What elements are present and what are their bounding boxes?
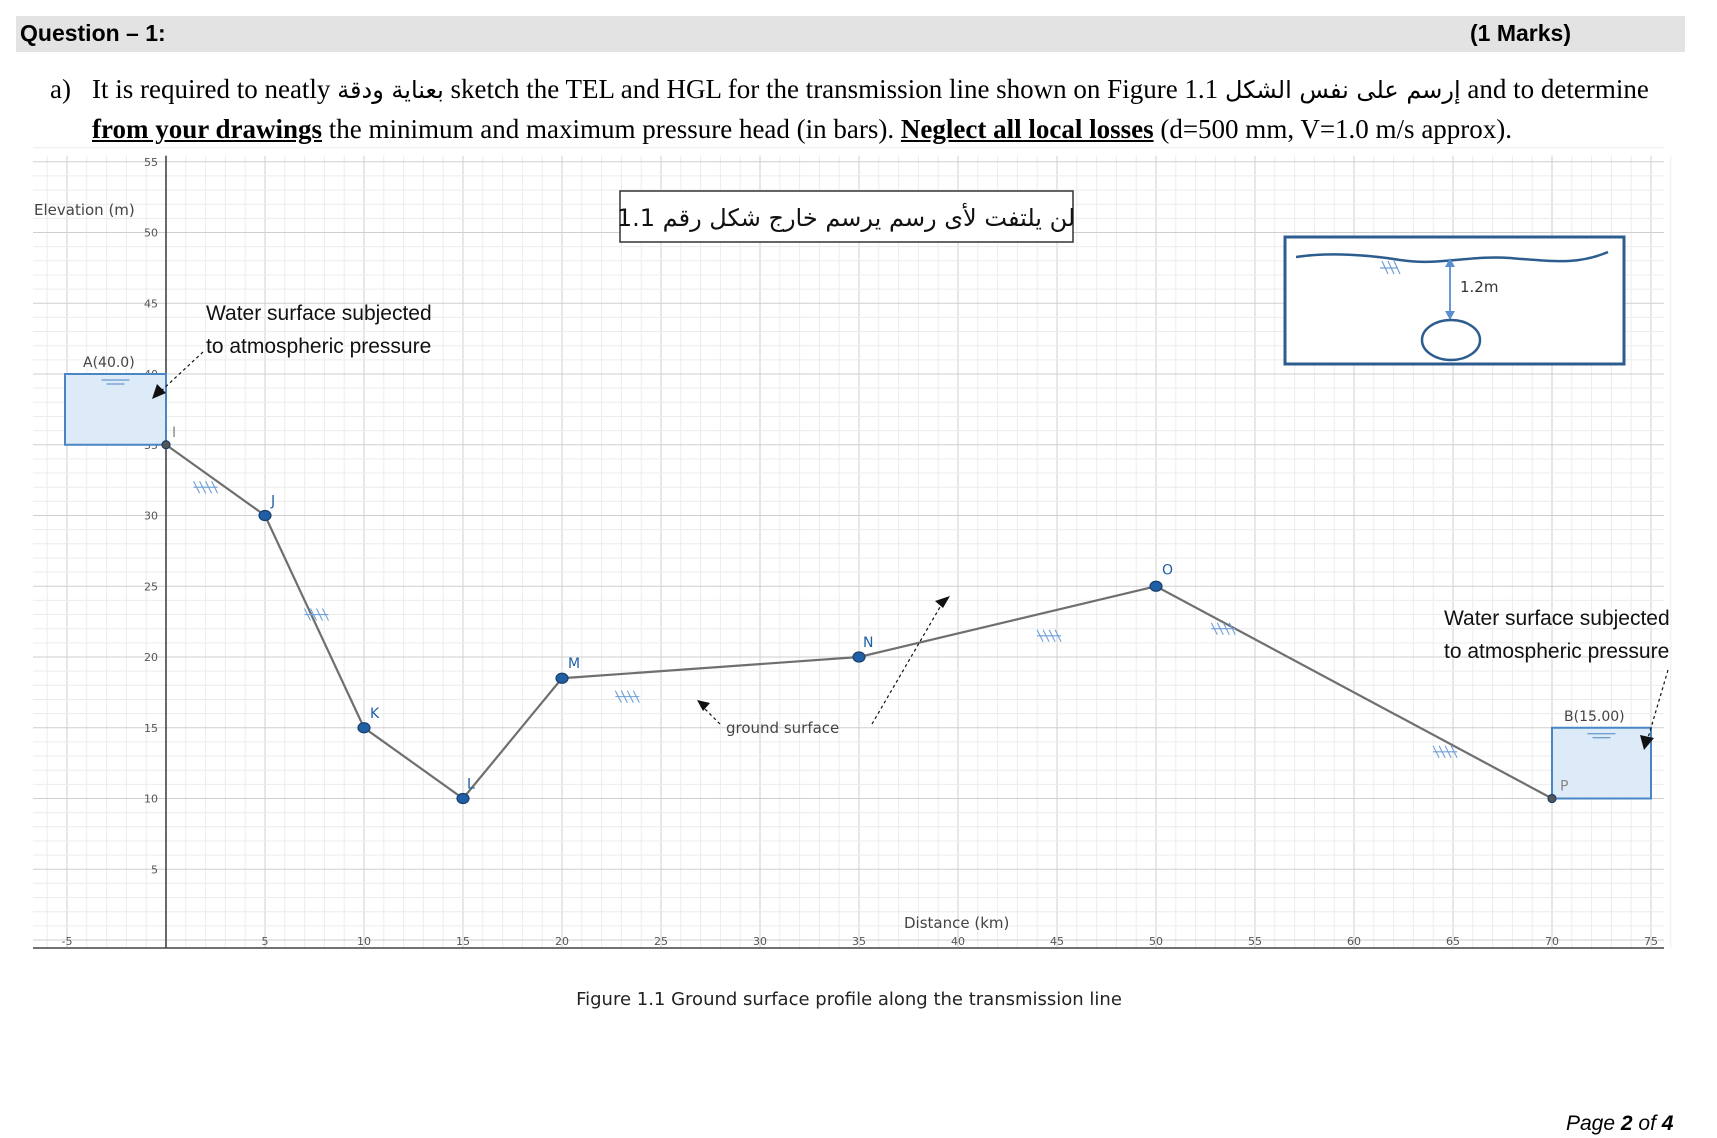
point-j [259,511,271,521]
note-box-text: لن يلتفت لأى رسم يرسم خارج شكل رقم 1.1 [616,204,1076,232]
question-header-bar [16,16,1685,52]
question-text-3: and to determine [1467,74,1649,104]
x-tick-label: 45 [1050,935,1064,948]
point-label: J [271,493,276,510]
ground-arrowhead-left-icon [697,700,710,711]
inset-pipe-depth [1285,237,1624,364]
y-tick-label: 55 [144,155,158,169]
x-tick-label: -5 [61,935,73,948]
x-tick-label: 15 [456,935,470,948]
x-tick-label: 20 [555,935,569,948]
point-label: I [172,424,177,441]
y-tick-label: 30 [144,509,158,523]
question-text [92,70,1682,149]
point-label: N [863,635,874,651]
ground-leader-left [704,708,720,724]
x-tick-label: 25 [654,935,668,948]
reservoir-label: A(40.0) [83,355,135,371]
x-tick-label: 60 [1347,935,1361,948]
page-prefix: Page [1566,1112,1616,1135]
y-tick-label: 5 [151,863,158,877]
page-current: 2 [1620,1112,1633,1135]
point-i [162,441,170,449]
point-label: O [1162,562,1174,579]
question-bold-1: from your drawings [92,114,323,144]
point-label: L [467,776,475,793]
annotation-left-line-1: Water surface subjected [206,302,432,325]
page-number [1566,1112,1673,1136]
x-tick-label: 10 [357,935,371,948]
y-axis-label: Elevation (m) [34,201,135,219]
point-n [853,652,865,662]
ground-arrowhead-right-icon [935,596,950,608]
point-p [1548,795,1556,803]
point-m [556,673,568,683]
y-tick-label: 20 [144,651,158,664]
annotation-right-line-2: to atmospheric pressure [1444,640,1670,663]
ground-surface-label: ground surface [726,719,840,737]
y-tick-label: 25 [144,580,158,594]
reservoir-label: B(15.00) [1564,708,1625,725]
ground-leader-right [872,602,943,724]
point-k [358,723,370,733]
inset-pipe-circle [1422,320,1480,360]
x-tick-label: 40 [951,935,965,948]
figure-caption: Figure 1.1 Ground surface profile along the transmission line [576,989,1122,1010]
question-title: Question – 1: [20,20,166,46]
y-tick-label: 50 [144,226,158,240]
hatch-icon [615,691,639,703]
figure-1-1 [0,155,1717,1040]
y-tick-label: 15 [144,721,158,735]
x-tick-label: 55 [1248,935,1262,948]
question-arabic-2: إرسم على نفس الشكل [1224,76,1461,104]
question-text-4: the minimum and maximum pressure head (in bars). [328,114,895,144]
y-tick-label: 45 [144,297,158,311]
x-tick-label: 70 [1545,935,1559,948]
question-bold-2: Neglect all local losses [900,114,1154,144]
reservoir-a [65,374,166,445]
y-tick-label: 10 [144,792,158,806]
x-tick-label: 35 [852,935,866,948]
page-mid: of [1638,1112,1656,1135]
question-text-2: sketch the TEL and HGL for the transmission line shown on Figure 1.1 [450,74,1219,104]
item-label: a) [50,74,71,104]
ground-hatch-marks [194,481,1457,758]
x-tick-label: 30 [753,935,767,948]
x-tick-label: 5 [261,935,269,948]
point-label: M [568,656,581,673]
point-label: K [370,705,380,722]
point-l [457,794,469,804]
question-text-5: (d=500 mm, V=1.0 m/s approx). [1160,114,1513,144]
page-total: 4 [1661,1112,1674,1135]
x-tick-label: 50 [1149,935,1163,948]
x-tick-label: 75 [1644,935,1658,948]
annotation-right-line-1: Water surface subjected [1444,607,1670,630]
point-label: P [1560,778,1569,795]
annotation-left-line-2: to atmospheric pressure [206,335,432,358]
inset-depth-label: 1.2m [1460,278,1499,296]
question-marks: (1 Marks) [1470,20,1571,46]
point-o [1150,581,1162,591]
question-text-1: It is required to neatly [92,74,331,104]
question-arabic-1: بعناية ودقة [337,76,444,104]
x-axis-label: Distance (km) [904,914,1010,932]
x-tick-label: 65 [1446,935,1460,948]
